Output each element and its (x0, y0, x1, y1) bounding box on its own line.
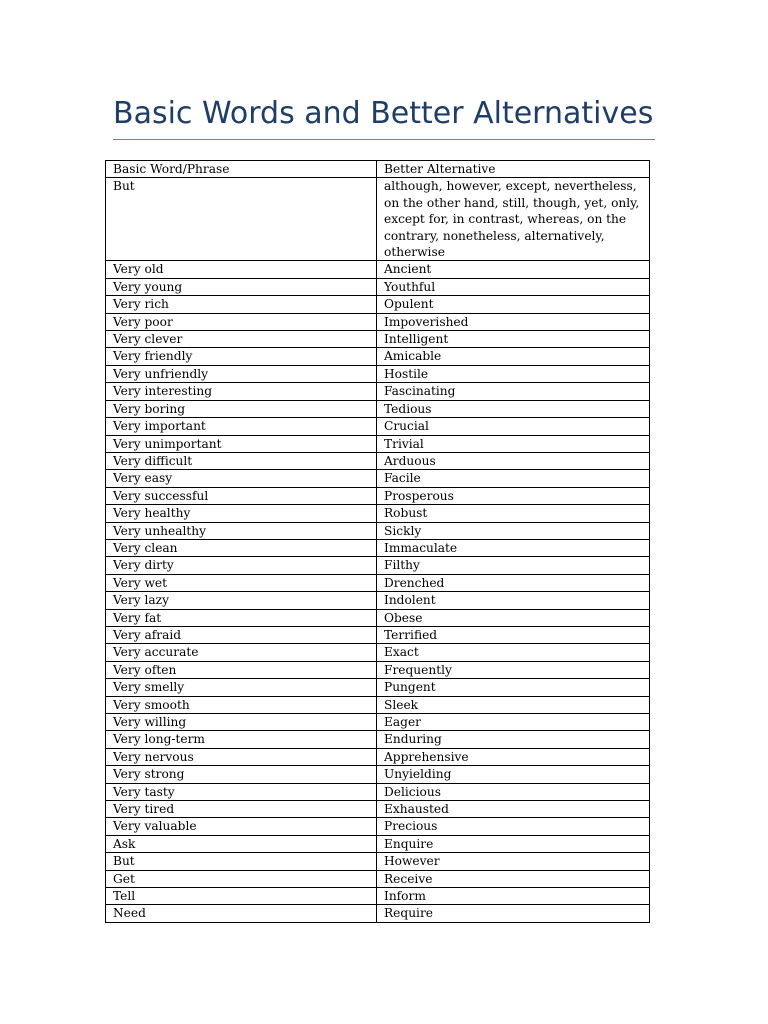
table-row (106, 383, 650, 400)
table-row (106, 626, 650, 643)
table-row (106, 487, 650, 504)
basic-word-cell: Tell (106, 888, 377, 905)
better-alternative-cell: Require (377, 905, 650, 922)
word-alternatives-table (105, 160, 650, 923)
basic-word-cell: Very interesting (106, 383, 377, 400)
basic-word-cell: Very often (106, 661, 377, 678)
better-alternative-cell: Amicable (377, 348, 650, 365)
basic-word-cell: Very wet (106, 574, 377, 591)
table-row (106, 539, 650, 556)
table-row (106, 365, 650, 382)
table-row (106, 592, 650, 609)
table-row (106, 783, 650, 800)
table-row (106, 178, 650, 261)
table-row (106, 905, 650, 922)
better-alternative-cell: Unyielding (377, 766, 650, 783)
better-alternative-cell: Youthful (377, 278, 650, 295)
better-alternative-cell: Eager (377, 714, 650, 731)
better-alternative-cell: Delicious (377, 783, 650, 800)
table-row (106, 574, 650, 591)
basic-word-cell: Very smelly (106, 679, 377, 696)
table-row (106, 801, 650, 818)
basic-word-cell: Get (106, 870, 377, 887)
better-alternative-cell: Ancient (377, 261, 650, 278)
basic-word-cell: Very fat (106, 609, 377, 626)
basic-word-cell: Very boring (106, 400, 377, 417)
page-title: Basic Words and Better Alternatives (113, 96, 654, 131)
better-alternative-cell: Receive (377, 870, 650, 887)
table-body (106, 161, 650, 923)
basic-word-cell: Very friendly (106, 348, 377, 365)
basic-word-cell: Very dirty (106, 557, 377, 574)
better-alternative-cell: However (377, 853, 650, 870)
better-alternative-cell: Prosperous (377, 487, 650, 504)
basic-word-cell: But (106, 178, 377, 261)
better-alternative-cell: Precious (377, 818, 650, 835)
better-alternative-cell: Filthy (377, 557, 650, 574)
basic-word-cell: Very young (106, 278, 377, 295)
better-alternative-cell: Opulent (377, 296, 650, 313)
table-row (106, 452, 650, 469)
table-row (106, 731, 650, 748)
better-alternative-cell: Impoverished (377, 313, 650, 330)
table-row (106, 644, 650, 661)
table-row (106, 557, 650, 574)
table-row (106, 714, 650, 731)
better-alternative-cell: Trivial (377, 435, 650, 452)
better-alternative-cell: Facile (377, 470, 650, 487)
table-row (106, 609, 650, 626)
basic-word-cell: Very tired (106, 801, 377, 818)
basic-word-cell: Very strong (106, 766, 377, 783)
table-row (106, 331, 650, 348)
basic-word-cell: Very nervous (106, 748, 377, 765)
table-row (106, 348, 650, 365)
basic-word-cell: Very poor (106, 313, 377, 330)
better-alternative-cell: Tedious (377, 400, 650, 417)
basic-word-cell: But (106, 853, 377, 870)
better-alternative-cell: Pungent (377, 679, 650, 696)
table-row (106, 679, 650, 696)
table-row (106, 313, 650, 330)
table-row (106, 470, 650, 487)
basic-word-cell: Very healthy (106, 505, 377, 522)
better-alternative-cell: Exact (377, 644, 650, 661)
table-row (106, 696, 650, 713)
better-alternative-cell: Robust (377, 505, 650, 522)
basic-word-cell: Very clean (106, 539, 377, 556)
table-row (106, 435, 650, 452)
title-divider (113, 139, 655, 140)
basic-word-cell: Very old (106, 261, 377, 278)
better-alternative-cell: Hostile (377, 365, 650, 382)
better-alternative-cell: Obese (377, 609, 650, 626)
basic-word-cell: Very unfriendly (106, 365, 377, 382)
better-alternative-cell: Indolent (377, 592, 650, 609)
table-row (106, 278, 650, 295)
better-alternative-cell: Terrified (377, 626, 650, 643)
table-row (106, 888, 650, 905)
better-alternative-cell: Immaculate (377, 539, 650, 556)
table-row (106, 505, 650, 522)
better-alternative-cell: Fascinating (377, 383, 650, 400)
better-alternative-cell: Enduring (377, 731, 650, 748)
basic-word-cell: Very smooth (106, 696, 377, 713)
basic-word-cell: Very tasty (106, 783, 377, 800)
table-row (106, 296, 650, 313)
table-row (106, 818, 650, 835)
better-alternative-cell: Frequently (377, 661, 650, 678)
table-row (106, 835, 650, 852)
basic-word-cell: Very unimportant (106, 435, 377, 452)
basic-word-cell: Ask (106, 835, 377, 852)
basic-word-cell: Very important (106, 418, 377, 435)
table-row (106, 748, 650, 765)
better-alternative-cell: Arduous (377, 452, 650, 469)
better-alternative-cell: Drenched (377, 574, 650, 591)
table-row (106, 766, 650, 783)
table-row (106, 261, 650, 278)
basic-word-cell: Very clever (106, 331, 377, 348)
basic-word-cell: Very afraid (106, 626, 377, 643)
better-alternative-cell: Apprehensive (377, 748, 650, 765)
better-alternative-cell: although, however, except, nevertheless, on the other hand, still, though, yet, only, except for, in contrast, whereas, on the contrary, nonetheless, alternatively, otherwise (377, 178, 650, 261)
basic-word-cell: Very valuable (106, 818, 377, 835)
basic-word-cell: Very willing (106, 714, 377, 731)
basic-word-cell: Very unhealthy (106, 522, 377, 539)
basic-word-cell: Very long-term (106, 731, 377, 748)
basic-word-cell: Very successful (106, 487, 377, 504)
basic-word-cell: Very accurate (106, 644, 377, 661)
better-alternative-cell: Crucial (377, 418, 650, 435)
basic-word-cell: Very lazy (106, 592, 377, 609)
basic-word-cell: Very rich (106, 296, 377, 313)
basic-word-cell: Need (106, 905, 377, 922)
table-row (106, 400, 650, 417)
table-row (106, 522, 650, 539)
table-row (106, 661, 650, 678)
basic-word-cell: Very easy (106, 470, 377, 487)
better-alternative-cell: Inform (377, 888, 650, 905)
table-row (106, 418, 650, 435)
better-alternative-cell: Enquire (377, 835, 650, 852)
table-row (106, 870, 650, 887)
table-row (106, 853, 650, 870)
better-alternative-cell: Exhausted (377, 801, 650, 818)
better-alternative-cell: Intelligent (377, 331, 650, 348)
better-alternative-cell: Sickly (377, 522, 650, 539)
header-basic-word: Basic Word/Phrase (106, 161, 377, 178)
basic-word-cell: Very difficult (106, 452, 377, 469)
better-alternative-cell: Sleek (377, 696, 650, 713)
table-header-row (106, 161, 650, 178)
header-better-alternative: Better Alternative (377, 161, 650, 178)
